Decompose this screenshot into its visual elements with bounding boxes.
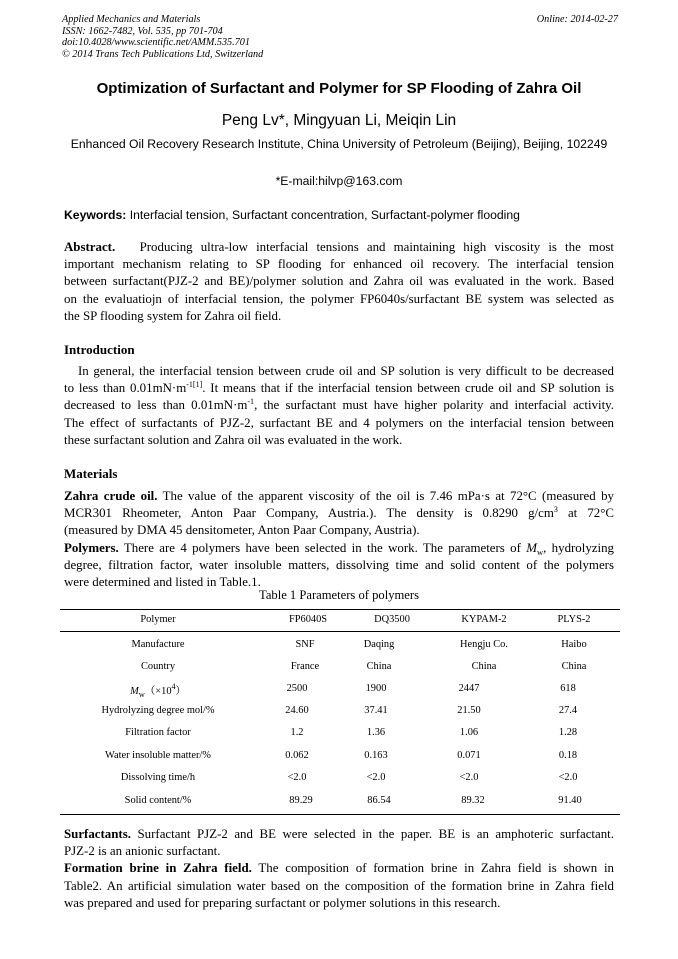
table-cell: Haibo [561, 639, 587, 650]
intro-line: The effect of surfactants of PJZ-2, surfactant BE and 4 polymers on the interfacial tension between [64, 415, 614, 430]
polymers-label: Polymers. [64, 540, 119, 555]
table-cell: 1.06 [459, 727, 479, 738]
journal-header [62, 14, 618, 60]
crude-oil-line: (measured by DMA 45 densitometer, Anton Paar Company, Austria). [64, 523, 420, 538]
surfactants-label: Surfactants. [64, 827, 131, 841]
table-cell: 1.28 [558, 727, 578, 738]
online-date: Online: 2014-02-27 [536, 14, 618, 25]
surfactants-line: PJZ-2 is an anionic surfactant. [64, 844, 221, 859]
intro-line: In general, the interfacial tension between crude oil and SP solution is very difficult to be decreased [78, 364, 614, 378]
journal-name: Applied Mechanics and Materials [62, 14, 201, 25]
table-header-cell: Polymer [140, 614, 176, 625]
table-cell: 2500 [286, 683, 308, 694]
author-list: Peng Lv*, Mingyuan Li, Meiqin Lin [221, 112, 457, 129]
table-row-label: Manufacture [131, 639, 185, 650]
table-cell: 0.062 [285, 750, 309, 761]
table-cell: SNF [295, 639, 315, 650]
materials-text [64, 488, 614, 591]
section-heading-introduction: Introduction [64, 342, 135, 357]
abstract-line: between surfactant(PJZ-2 and BE)/polymer solution and Zahra oil was evaluated in the work. Based [64, 274, 614, 289]
copyright-line: © 2014 Trans Tech Publications Ltd, Switzerland [62, 48, 264, 60]
crude-oil-line: Zahra crude oil. The value of the apparent viscosity of the oil is 7.46 mPa·s at 72°C (measured by [64, 489, 614, 503]
polymers-line: degree, filtration factor, water insoluble matters, dissolving time and solid content of the polymers [64, 557, 614, 572]
table-cell: 24.60 [285, 705, 309, 716]
abstract-label: Abstract. [64, 240, 116, 254]
abstract-line: the SP flooding system for Zahra oil field. [64, 308, 282, 323]
table-cell: China [471, 661, 497, 672]
section-heading-materials: Materials [64, 466, 118, 481]
table-cell: 2447 [458, 683, 480, 694]
doi-line: doi:10.4028/www.scientific.net/AMM.535.701 [62, 37, 250, 49]
table-cell: Daqing [363, 639, 395, 650]
table-cell: 618 [560, 683, 576, 694]
surfactants-line: Surfactants. Surfactant PJZ-2 and BE were selected in the paper. BE is an amphoteric surfactant. [64, 827, 614, 841]
table-cell: 1.36 [366, 727, 386, 738]
brine-line: was prepared and used for preparing surfactant or polymer solutions in this research. [64, 895, 501, 910]
polymers-line: Polymers. There are 4 polymers have been selected in the work. The parameters of $M_w$, hydrolyzing [64, 540, 614, 557]
abstract [64, 239, 614, 325]
table-row-label: Hydrolyzing degree mol/% [101, 705, 215, 716]
abstract-line: important mechanism relating to SP flooding for enhanced oil recovery. The interfacial tension [64, 257, 614, 272]
table-cell: Hengju Co. [460, 639, 508, 650]
table-cell: China [561, 661, 587, 672]
surfactants-text [64, 826, 614, 912]
affiliation: Enhanced Oil Recovery Research Institute, China University of Petroleum (Beijing), Beijing, 102249 [70, 137, 608, 151]
crude-oil-label: Zahra crude oil. [64, 489, 158, 503]
table-cell: <2.0 [287, 772, 307, 783]
brine-line: Formation brine in Zahra field. The composition of formation brine in Zahra field is shown in [64, 861, 614, 876]
table-cell: 89.29 [289, 795, 313, 806]
paper-title: Optimization of Surfactant and Polymer for SP Flooding of Zahra Oil [96, 80, 582, 97]
table-row-label: Solid content/% [124, 795, 192, 806]
table-cell: 0.071 [457, 750, 481, 761]
table-cell: 89.32 [461, 795, 485, 806]
table-header-rule [60, 631, 620, 632]
intro-line: these surfactant solution and Zahra oil was evaluated in the work. [64, 432, 403, 447]
table-caption: Table 1 Parameters of polymers [259, 588, 419, 602]
table-bottom-rule [60, 814, 620, 815]
keywords-text: Interfacial tension, Surfactant concentration, Surfactant-polymer flooding [129, 208, 520, 222]
brine-label: Formation brine in Zahra field. [64, 861, 252, 876]
intro-line: to less than $0.01mN\cdot m^{-1[1]}$. It means that if the interfacial tension between crude oil and SP solution is [64, 380, 614, 396]
table-cell: 0.18 [558, 750, 578, 761]
table-cell: <2.0 [459, 772, 479, 783]
table-cell: 1.2 [290, 727, 304, 738]
table-cell: 0.163 [364, 750, 388, 761]
crude-oil-line: MCR301 Rheometer, Anton Paar Company, Austria.). The density is 0.8290 $g/cm^3$ at 72°C [64, 505, 614, 521]
table-header-cell: DQ3500 [374, 614, 410, 625]
author-email: *E-mail:hilvp@163.com [275, 174, 403, 188]
brine-line: Table2. An artificial simulation water based on the composition of the formation brine in Zahra field [64, 878, 614, 893]
introduction-text [64, 363, 614, 449]
table-row-label: Country [140, 661, 176, 672]
table-cell: 1900 [365, 683, 387, 694]
table-cell: France [290, 661, 320, 672]
table-cell: <2.0 [558, 772, 578, 783]
polymer-parameters-table [60, 608, 620, 816]
keywords-label: Keywords: [64, 208, 127, 222]
table-cell: 21.50 [457, 705, 481, 716]
table-row-label: $M_w(\times 10^4)$ [130, 682, 186, 699]
keywords [64, 208, 624, 222]
table-cell: China [366, 661, 392, 672]
table-cell: 27.4 [558, 705, 578, 716]
polymers-line: were determined and listed in Table.1. [64, 575, 261, 590]
table-header-cell: FP6040S [288, 614, 328, 625]
table-top-rule [60, 609, 620, 610]
intro-line: decreased to less than $0.01mN\cdot m^{-1}$, the surfactant must have higher polarity and interfacial activity. [64, 397, 615, 413]
issn-line: ISSN: 1662-7482, Vol. 535, pp 701-704 [62, 25, 223, 37]
table-cell: 91.40 [558, 795, 582, 806]
table-row-label: Water insoluble matter/% [105, 750, 211, 761]
abstract-line: Abstract. Producing ultra-low interfacial tensions and maintaining high viscosity is the most [64, 240, 614, 254]
abstract-line: on the evaluatiojn of interfacial tension, the polymer FP6040s/surfactant BE system was selected as [64, 291, 614, 306]
table-cell: <2.0 [366, 772, 386, 783]
table-row-label: Dissolving time/h [120, 772, 196, 783]
table-header-cell: KYPAM-2 [461, 614, 507, 625]
table-cell: 37.41 [364, 705, 388, 716]
table-header-cell: PLYS-2 [557, 614, 591, 625]
table-row-label: Filtration factor [125, 727, 191, 738]
table-cell: 86.54 [367, 795, 391, 806]
